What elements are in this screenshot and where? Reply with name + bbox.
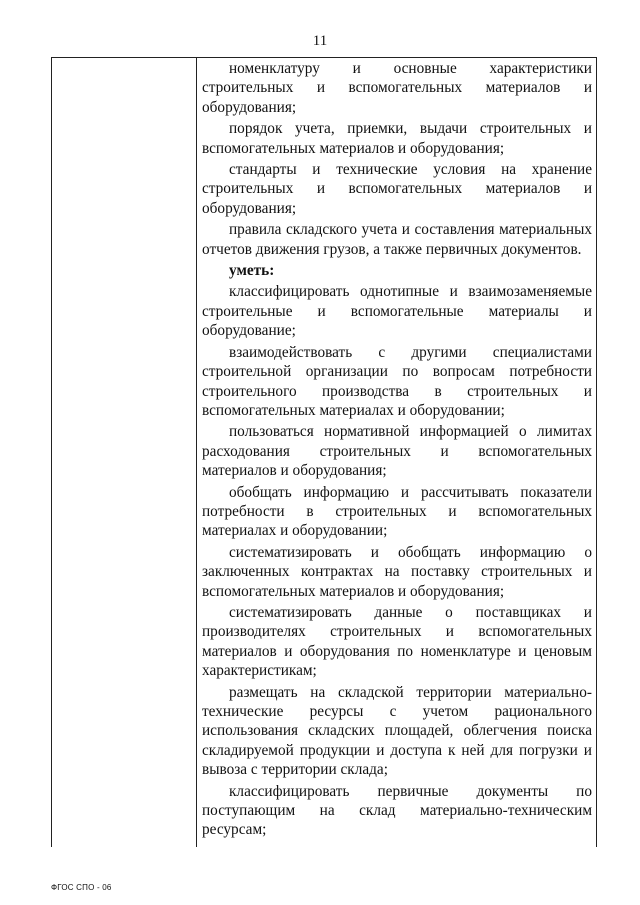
paragraph: систематизировать и обобщать информацию о заключенных контрактах на поставку строительных и вспомогательных материалов и оборудования; [202,543,592,600]
column-divider [196,58,197,847]
paragraph: классифицировать однотипные и взаимозаменяемые строительные и вспомогательные материалы и оборудование; [202,283,592,340]
paragraph: классифицировать первичные документы по поступающим на склад материально-техническим ресурсам; [202,782,592,839]
section-heading: уметь: [229,262,275,280]
paragraph: взаимодействовать с другими специалистами строительной организации по вопросам потребности строительного производства в строительных и вспомогательных материалах и оборудовании; [202,343,592,419]
paragraph: обобщать информацию и рассчитывать показатели потребности в строительных и вспомогательных материалах и оборудовании; [202,483,592,540]
paragraph: систематизировать данные о поставщиках и производителях строительных и вспомогательных материалов и оборудования по номенклатуре и ценовым характеристикам; [202,603,592,680]
paragraph: стандарты и технические условия на хранение строительных и вспомогательных материалов и оборудования; [202,161,592,217]
paragraph: размещать на складской территории материально-технические ресурсы с учетом рационального использования складских площадей, облегчения поиска складируемой продукции и доступа к ней для погрузки и вывоза с территории склада; [202,683,592,779]
paragraph: правила складского учета и составления материальных отчетов движения грузов, а также первичных документов. [202,221,592,258]
content-table [51,57,597,847]
content-cell [202,59,592,842]
paragraph: пользоваться нормативной информацией о лимитах расходования строительных и вспомогательных материалов и оборудования; [202,423,592,480]
paragraph: номенклатуру и основные характеристики строительных и вспомогательных материалов и оборудования; [202,60,592,116]
paragraph: порядок учета, приемки, выдачи строительных и вспомогательных материалов и оборудования; [202,120,592,157]
page-number: 11 [312,33,328,49]
footer-label: ФГОС СПО - 06 [51,883,112,892]
